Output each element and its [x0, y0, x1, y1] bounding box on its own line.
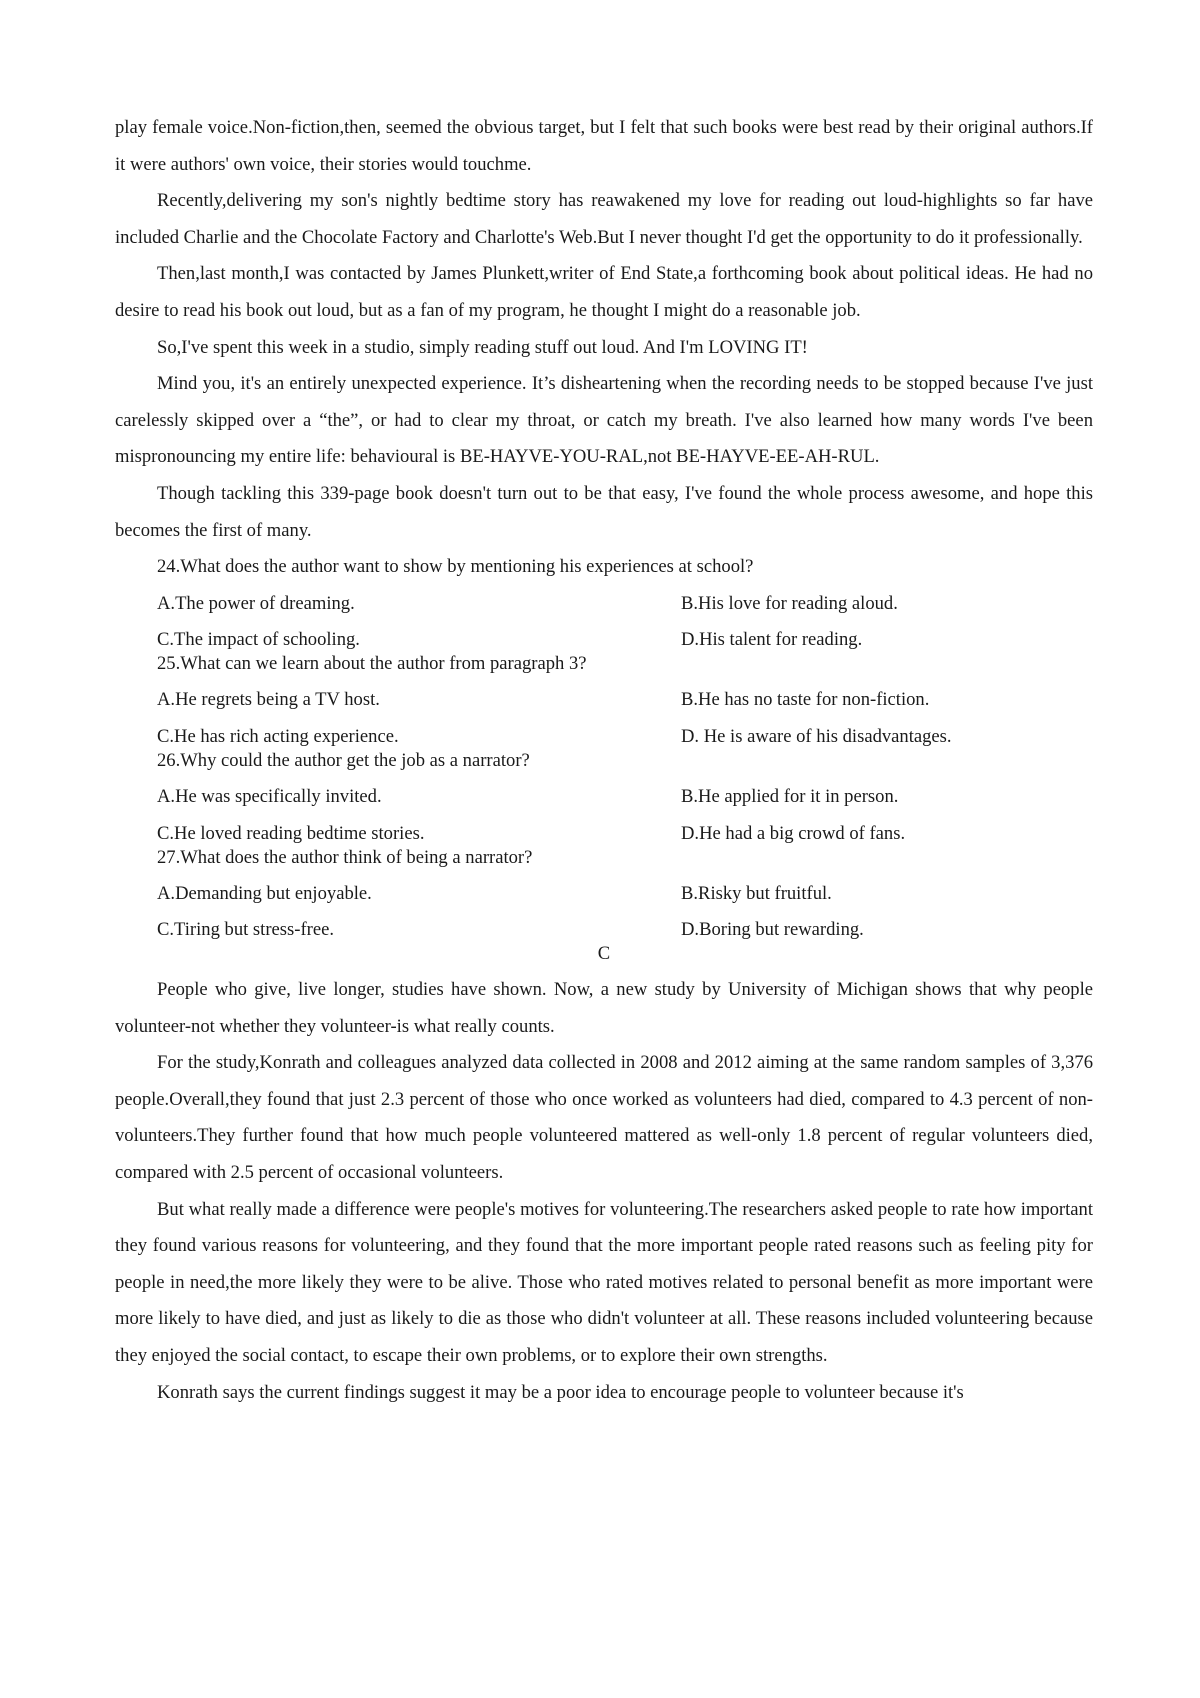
question-26-options	[115, 779, 1093, 846]
passage-paragraph: Then,last month,I was contacted by James Plunkett,writer of End State,a forthcoming book about political ideas. He had no desire to read his book out loud, but as a fan of my program, he thought I might do a reasonable job.	[115, 263, 1093, 321]
question-26-stem: 26.Why could the author get the job as a narrator?	[157, 749, 530, 771]
passage-paragraph: Though tackling this 339-page book doesn't turn out to be that easy, I've found the whole process awesome, and hope this becomes the first of many.	[115, 482, 1093, 541]
passage-paragraph: For the study,Konrath and colleagues analyzed data collected in 2008 and 2012 aiming at the same random samples of 3,376 people.Overall,they found that just 2.3 percent of those who once worked as volunteers had died, compared to 4.3 percent of non-volunteers.They further found that how much people volunteered mattered as well-only 1.8 percent of regular volunteers died, compared with 2.5 percent of occasional volunteers.	[115, 1052, 1093, 1184]
option-24-c: C.The impact of schooling.	[157, 629, 360, 651]
option-26-d: D.He had a big crowd of fans.	[681, 822, 906, 844]
option-26-c: C.He loved reading bedtime stories.	[157, 822, 425, 844]
question-25-options	[115, 682, 1093, 749]
option-25-c: C.He has rich acting experience.	[157, 725, 399, 747]
passage-paragraph: Recently,delivering my son's nightly bedtime story has reawakened my love for reading out loud-highlights so far have included Charlie and the Chocolate Factory and Charlotte's Web.But I never thought I'd get the opportunity to do it professionally.	[115, 190, 1093, 248]
option-27-a: A.Demanding but enjoyable.	[157, 882, 372, 904]
option-26-a: A.He was specifically invited.	[157, 785, 382, 807]
question-24-stem: 24.What does the author want to show by mentioning his experiences at school?	[157, 556, 754, 578]
option-24-b: B.His love for reading aloud.	[681, 592, 898, 614]
option-27-c: C.Tiring but stress-free.	[157, 919, 334, 941]
passage-paragraph: Konrath says the current findings suggest it may be a poor idea to encourage people to volunteer because it's	[157, 1381, 964, 1403]
passage-paragraph: But what really made a difference were people's motives for volunteering.The researchers asked people to rate how important they found various reasons for volunteering, and they found that the more important people rated reasons such as feeling pity for people in need,the more likely they were to be alive. Those who rated motives related to personal benefit as more important were more likely to have died, and just as likely to die as those who didn't volunteer at all. These reasons included volunteering because they enjoyed the social contact, to escape their own problems, or to explore their own strengths.	[115, 1198, 1093, 1367]
question-block	[115, 549, 1093, 942]
passage-c	[115, 942, 1093, 1411]
option-24-d: D.His talent for reading.	[681, 629, 863, 651]
option-25-d: D. He is aware of his disadvantages.	[681, 725, 952, 747]
question-25-stem: 25.What can we learn about the author from paragraph 3?	[157, 653, 587, 675]
exam-page	[115, 110, 1093, 1411]
section-letter: C	[597, 943, 611, 965]
option-27-d: D.Boring but rewarding.	[681, 919, 864, 941]
question-24-options	[115, 586, 1093, 653]
question-27-options	[115, 876, 1093, 943]
option-25-b: B.He has no taste for non-fiction.	[681, 689, 930, 711]
option-27-b: B.Risky but fruitful.	[681, 882, 832, 904]
passage-b-continued	[115, 110, 1093, 549]
passage-paragraph: So,I've spent this week in a studio, simply reading stuff out loud. And I'm LOVING IT!	[157, 336, 808, 358]
passage-paragraph: People who give, live longer, studies have shown. Now, a new study by University of Michigan shows that why people volunteer-not whether they volunteer-is what really counts.	[115, 979, 1093, 1037]
option-24-a: A.The power of dreaming.	[157, 592, 355, 614]
option-25-a: A.He regrets being a TV host.	[157, 689, 380, 711]
option-26-b: B.He applied for it in person.	[681, 785, 899, 807]
passage-paragraph: play female voice.Non-fiction,then, seemed the obvious target, but I felt that such books were best read by their original authors.If it were authors' own voice, their stories would touchme.	[115, 117, 1093, 175]
passage-paragraph: Mind you, it's an entirely unexpected experience. It’s disheartening when the recording needs to be stopped because I've just carelessly skipped over a “the”, or had to clear my throat, or catch my breath. I've also learned how many words I've been mispronouncing my entire life: behavioural is BE-HAYVE-YOU-RAL,not BE-HAYVE-EE-AH-RUL.	[115, 373, 1093, 468]
question-27-stem: 27.What does the author think of being a narrator?	[157, 846, 533, 868]
